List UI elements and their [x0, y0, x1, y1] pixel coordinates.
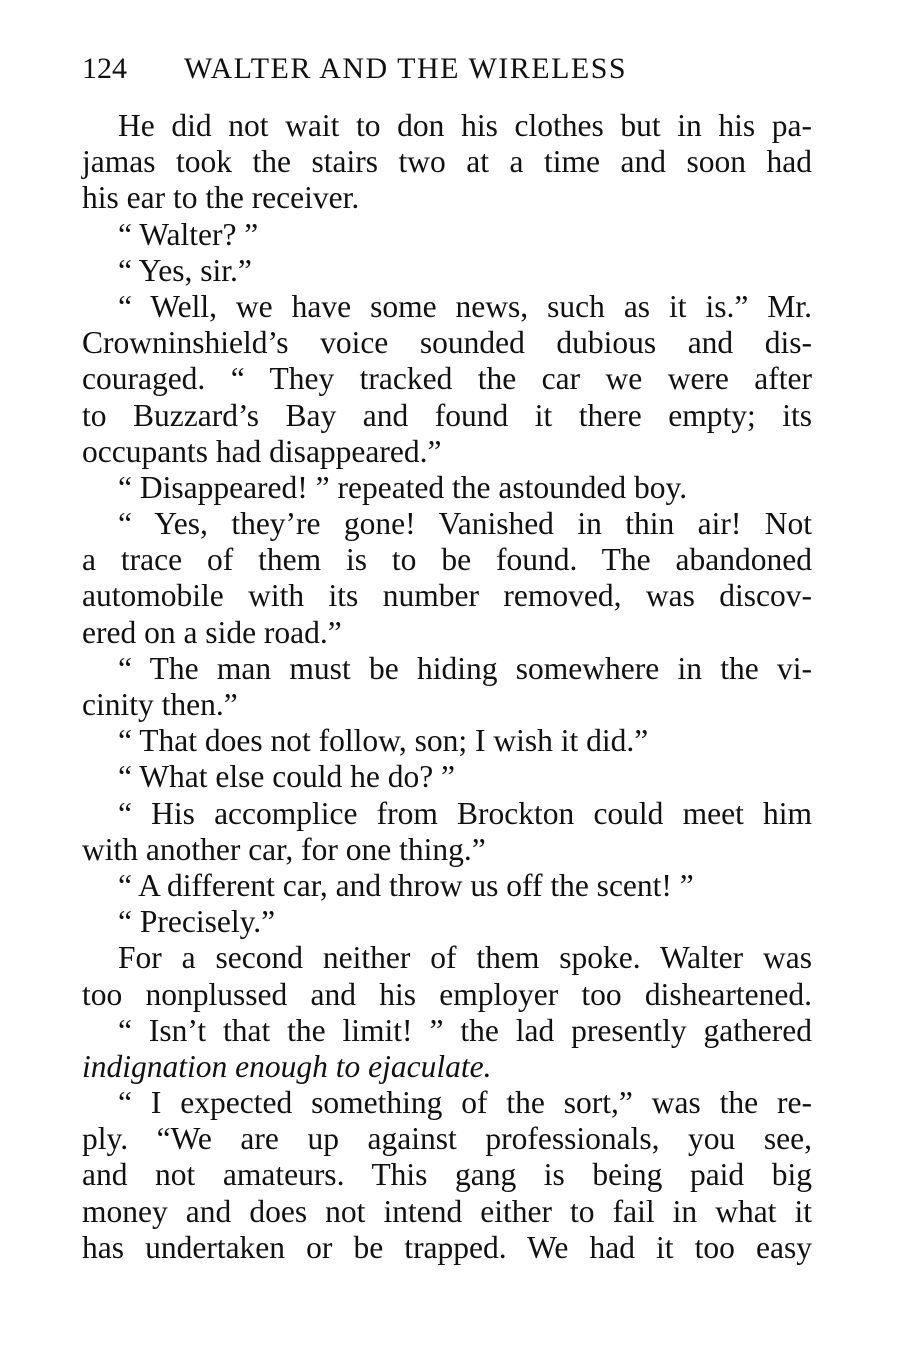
text-line: “ The man must be hiding somewhere in the vi- — [118, 650, 812, 686]
text-line: “ I expected something of the sort,” was the re- — [118, 1085, 812, 1121]
text-line: occupants had disappeared.” — [82, 433, 442, 469]
text-line: and not amateurs. This gang is being paid big — [82, 1157, 812, 1193]
text-line: his ear to the receiver. — [82, 180, 360, 216]
text-line: jamas took the stairs two at a time and soon had — [82, 144, 812, 180]
text-line: with another car, for one thing.” — [82, 831, 486, 867]
text-line: “ Yes, they’re gone! Vanished in thin air! Not — [118, 506, 812, 542]
text-line: to Buzzard’s Bay and found it there empty; its — [82, 397, 812, 433]
text-line: a trace of them is to be found. The abandoned — [82, 542, 812, 578]
text-line: ply. “We are up against professionals, you see, — [82, 1121, 812, 1157]
text-line: money and does not intend either to fail in what it — [82, 1193, 812, 1229]
page-number: 124 — [82, 52, 127, 85]
text-line: “ Well, we have some news, such as it is.” Mr. — [118, 288, 812, 324]
text-line: “ That does not follow, son; I wish it did.” — [118, 723, 649, 759]
text-line: He did not wait to don his clothes but in his pa- — [118, 108, 812, 143]
text-line: “ What else could he do? ” — [118, 759, 456, 795]
text-line: indignation enough to ejaculate. — [82, 1048, 492, 1084]
book-page — [82, 52, 812, 1266]
text-line: has undertaken or be trapped. We had it too easy — [82, 1229, 812, 1265]
page-header — [82, 52, 812, 96]
text-line: too nonplussed and his employer too disheartened. — [82, 976, 812, 1012]
text-line: “ Precisely.” — [118, 904, 276, 940]
text-line: “ Isn’t that the limit! ” the lad presently gathered — [118, 1012, 812, 1048]
text-line: automobile with its number removed, was discov- — [82, 578, 812, 614]
body-text — [82, 108, 812, 1266]
text-line: ered on a side road.” — [82, 614, 342, 650]
text-line: “ Yes, sir.” — [118, 252, 252, 288]
text-line: cinity then.” — [82, 687, 238, 722]
text-line: Crowninshield’s voice sounded dubious and dis- — [82, 325, 812, 361]
running-title: WALTER AND THE WIRELESS — [184, 52, 628, 85]
text-line: couraged. “ They tracked the car we were after — [82, 361, 812, 397]
text-line: “ Disappeared! ” repeated the astounded boy. — [118, 469, 688, 505]
text-line: “ A different car, and throw us off the scent! ” — [118, 867, 694, 903]
text-line: For a second neither of them spoke. Walter was — [118, 940, 812, 976]
text-line: “ His accomplice from Brockton could meet him — [118, 795, 812, 831]
text-line: “ Walter? ” — [118, 216, 259, 252]
